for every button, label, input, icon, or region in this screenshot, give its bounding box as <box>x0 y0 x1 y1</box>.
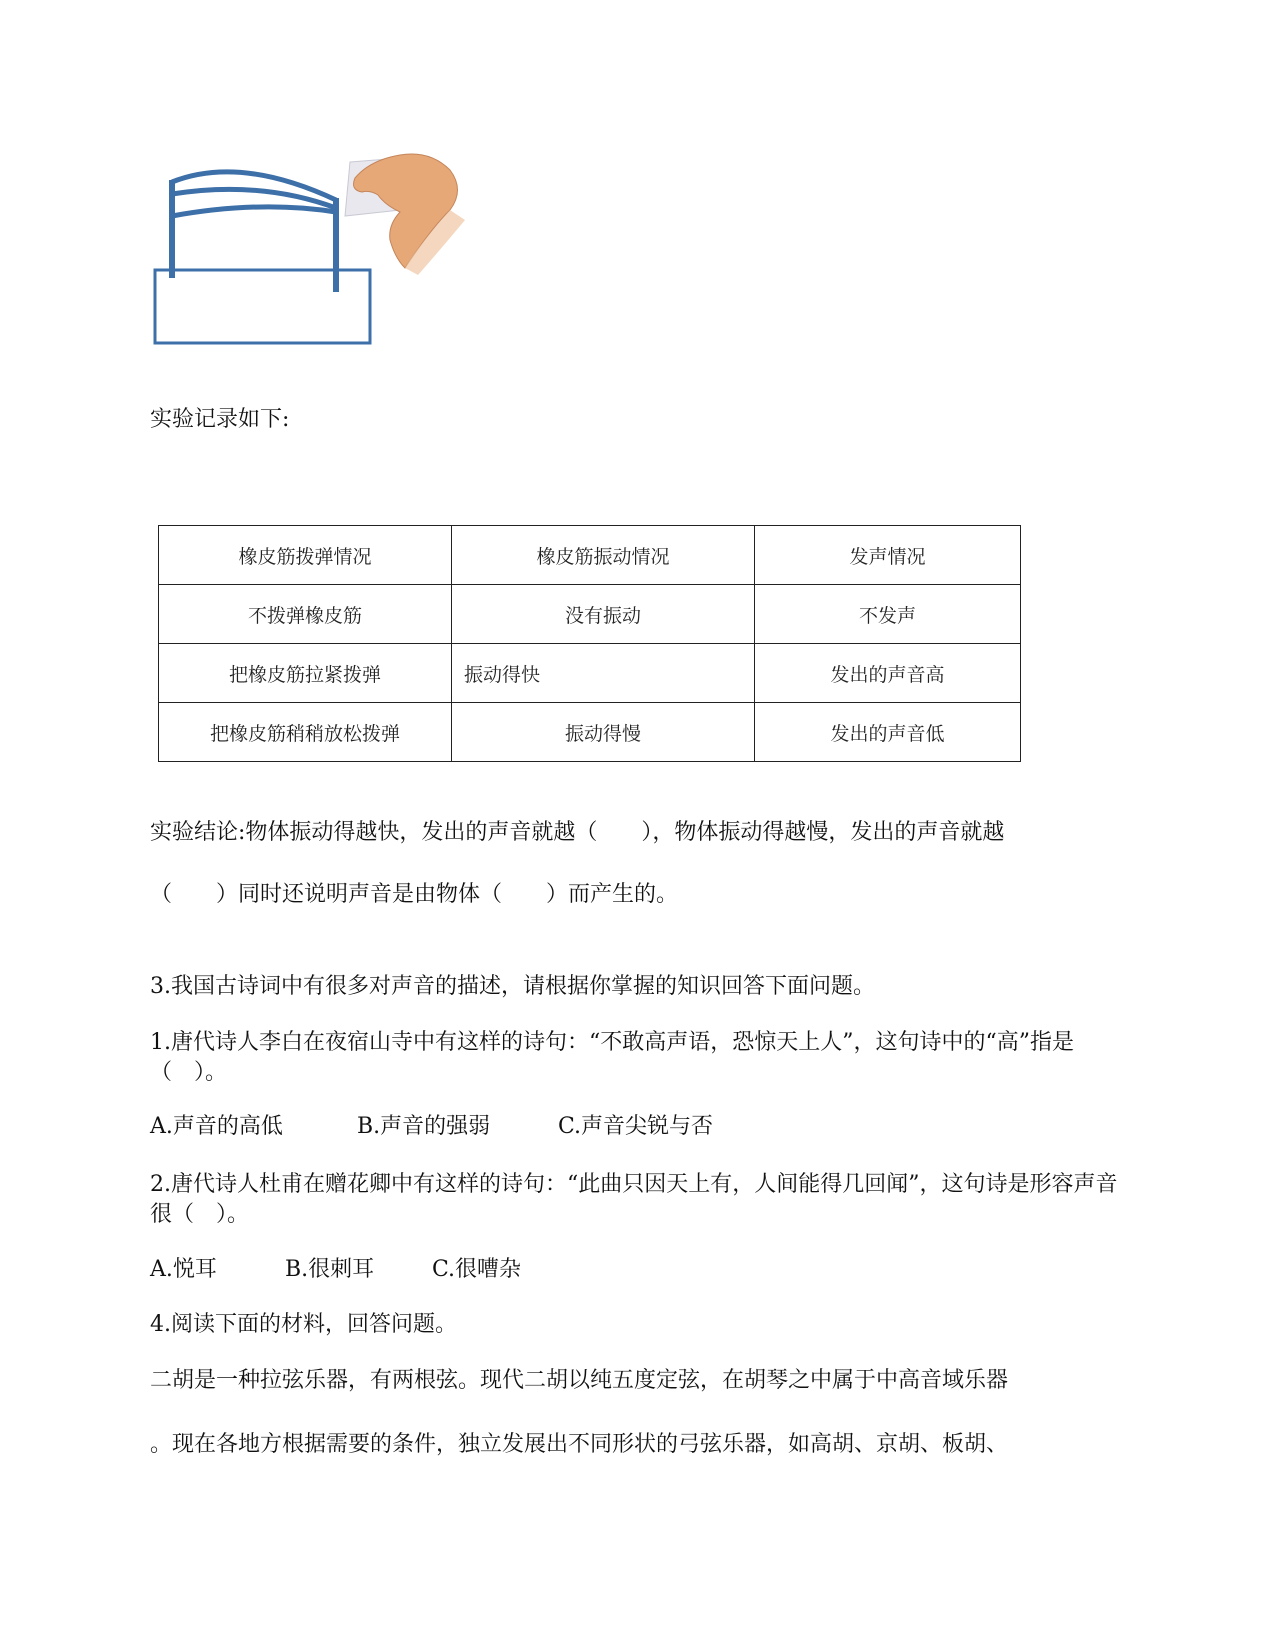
option-b: B.声音的强弱 <box>357 1114 491 1139</box>
table-cell: 把橡皮筋拉紧拨弹 <box>159 644 452 703</box>
question-3-sub-1-options <box>150 1112 713 1142</box>
option-c: C.声音尖锐与否 <box>558 1114 714 1139</box>
table-cell: 发出的声音低 <box>755 703 1021 762</box>
table-header-cell: 橡皮筋拨弹情况 <box>159 526 452 585</box>
option-a: A.悦耳 <box>150 1257 217 1282</box>
question-3-sub-2-options <box>150 1255 521 1285</box>
rubber-band-box-hand-icon <box>150 150 490 365</box>
table-cell: 把橡皮筋稍稍放松拨弹 <box>159 703 452 762</box>
table-header-row <box>159 526 1021 585</box>
table-cell: 发出的声音高 <box>755 644 1021 703</box>
table-cell: 振动得慢 <box>452 703 755 762</box>
question-3-sub-1: 1.唐代诗人李白在夜宿山寺中有这样的诗句：“不敢高声语，恐惊天上人”，这句诗中的“高”指是（ ）。 <box>150 1030 1074 1085</box>
conclusion-line-1: 实验结论:物体振动得越快，发出的声音就越（ ），物体振动得越慢，发出的声音就越 <box>150 820 1005 845</box>
question-4-line-1: 二胡是一种拉弦乐器，有两根弦。现代二胡以纯五度定弦，在胡琴之中属于中高音域乐器 <box>150 1368 1009 1393</box>
record-intro: 实验记录如下: <box>150 407 290 432</box>
option-c: C.很嘈杂 <box>432 1257 522 1282</box>
table-cell: 不发声 <box>755 585 1021 644</box>
option-a: A.声音的高低 <box>150 1114 283 1139</box>
table-cell: 没有振动 <box>452 585 755 644</box>
table-cell: 振动得快 <box>452 644 755 703</box>
question-3-sub-2: 2.唐代诗人杜甫在赠花卿中有这样的诗句：“此曲只因天上有，人间能得几回闻”，这句诗是形容声音很（ ）。 <box>150 1172 1118 1227</box>
option-b: B.很刺耳 <box>285 1257 375 1282</box>
table-header-cell: 发声情况 <box>755 526 1021 585</box>
table-cell: 不拨弹橡皮筋 <box>159 585 452 644</box>
table-header-cell: 橡皮筋振动情况 <box>452 526 755 585</box>
question-4-line-2: 。现在各地方根据需要的条件，独立发展出不同形状的弓弦乐器，如高胡、京胡、板胡、 <box>150 1432 1009 1457</box>
experiment-record-table <box>158 525 1021 762</box>
table-row <box>159 644 1021 703</box>
question-3-title: 3.我国古诗词中有很多对声音的描述，请根据你掌握的知识回答下面问题。 <box>150 974 875 999</box>
table-row <box>159 585 1021 644</box>
table-row <box>159 703 1021 762</box>
question-4-title: 4.阅读下面的材料，回答问题。 <box>150 1312 457 1337</box>
conclusion-line-2: （ ）同时还说明声音是由物体（ ）而产生的。 <box>150 882 679 907</box>
